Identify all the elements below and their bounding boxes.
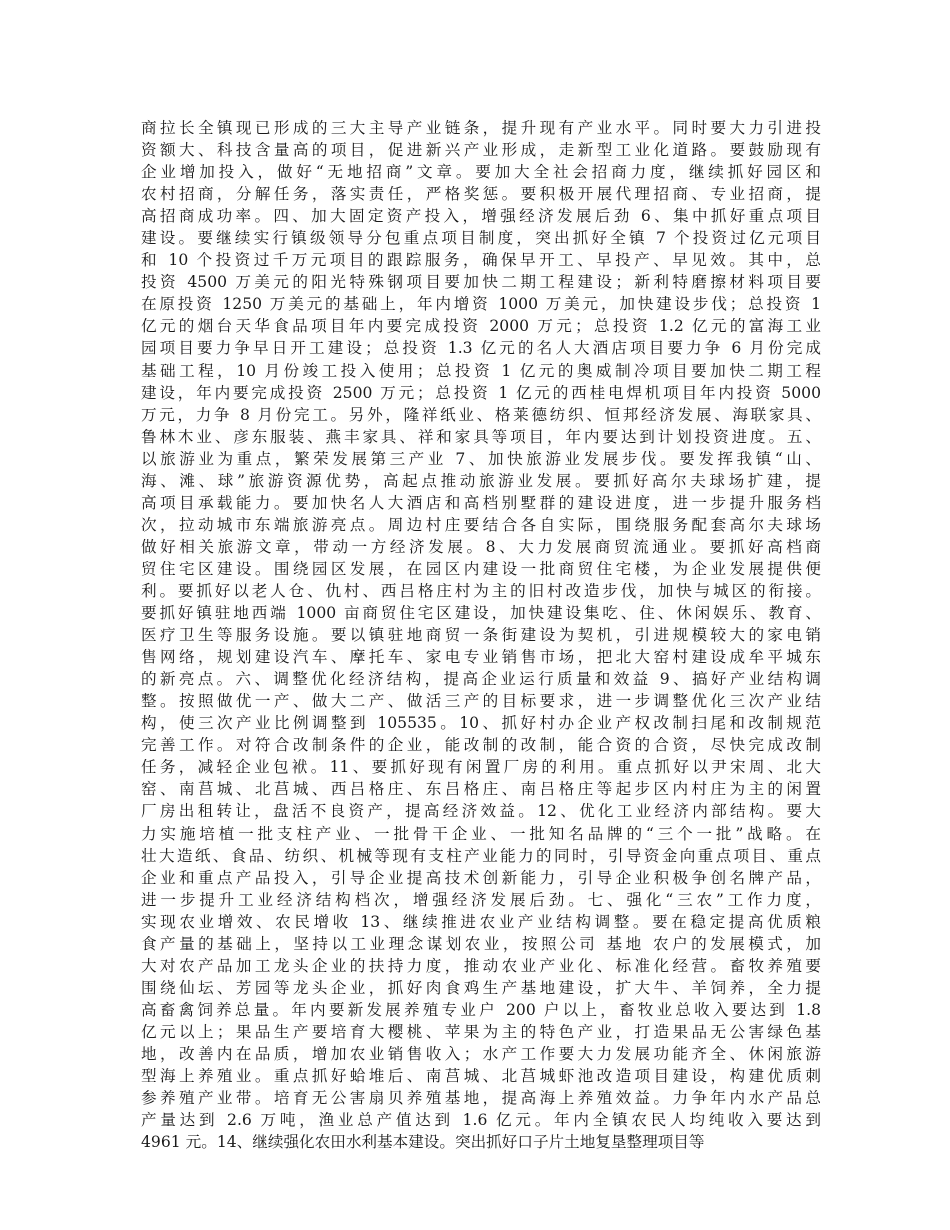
text-line: 亿元以上；果品生产要培育大樱桃、苹果为主的特色产业，打造果品无公害绿色基 [141, 1022, 821, 1041]
text-line: 投资 4500 万美元的阳光特殊钢项目要加快二期工程建设；新利特磨擦材料项目要 [141, 273, 821, 292]
text-line: 高招商成功率。四、加大固定资产投入，增强经济发展后劲 6、集中抓好重点项目 [141, 207, 821, 226]
text-line: 4961 元。14、继续强化农田水利基本建设。突出抓好口子片土地复垦整理项目等 [141, 1133, 705, 1152]
text-line: 企业和重点产品投入，引导企业提高技术创新能力，引导企业积极争创名牌产品， [141, 868, 821, 887]
text-line: 基础工程，10 月份竣工投入使用；总投资 1 亿元的奥威制冷项目要加快二期工程 [141, 361, 821, 380]
text-line: 要抓好镇驻地西端 1000 亩商贸住宅区建设，加快建设集吃、住、休闲娱乐、教育、 [141, 604, 821, 623]
text-line: 海、滩、球”旅游资源优势，高起点推动旅游业发展。要抓好高尔夫球场扩建，提 [141, 471, 821, 490]
text-line: 在原投资 1250 万美元的基础上，年内增资 1000 万美元，加快建设步伐；总投资 1 [141, 295, 821, 314]
text-line: 任务，减轻企业包袱。11、要抓好现有闲置厂房的利用。重点抓好以尹宋周、北大 [141, 758, 821, 777]
text-line: 企业增加投入，做好“无地招商”文章。要加大全社会招商力度，继续抓好园区和 [141, 163, 821, 182]
text-line: 做好相关旅游文章，带动一方经济发展。8、大力发展商贸流通业。要抓好高档商 [141, 537, 821, 556]
text-line: 进一步提升工业经济结构档次，增强经济发展后劲。七、强化“三农”工作力度， [141, 890, 821, 909]
body-text [141, 117, 821, 1153]
text-line: 建设，年内要完成投资 2500 万元；总投资 1 亿元的西桂电焊机项目年内投资 5000 [141, 383, 821, 402]
text-line: 售网络，规划建设汽车、摩托车、家电专业销售市场，把北大窑村建设成牟平城东 [141, 648, 821, 667]
text-line: 力实施培植一批支柱产业、一批骨干企业、一批知名品牌的“三个一批”战略。在 [141, 824, 821, 843]
text-line: 农村招商，分解任务，落实责任，严格奖惩。要积极开展代理招商、专业招商，提 [141, 185, 821, 204]
text-line: 窑、南莒城、北莒城、西吕格庄、东吕格庄、南吕格庄等起步区内村庄为主的闲置 [141, 780, 821, 799]
text-line: 壮大造纸、食品、纺织、机械等现有支柱产业能力的同时，引导资金向重点项目、重点 [141, 846, 821, 865]
text-line: 厂房出租转让，盘活不良资产，提高经济效益。12、优化工业经济内部结构。要大 [141, 802, 821, 821]
text-line: 贸住宅区建设。围绕园区发展，在园区内建设一批商贸住宅楼，为企业发展提供便 [141, 559, 821, 578]
text-line: 次，拉动城市东端旅游亮点。周边村庄要结合各自实际，围绕服务配套高尔夫球场 [141, 515, 821, 534]
text-line: 地，改善内在品质，增加农业销售收入；水产工作要大力发展功能齐全、休闲旅游 [141, 1044, 821, 1063]
text-line: 构，使三次产业比例调整到 105535。10、抓好村办企业产权改制扫尾和改制规范 [141, 714, 821, 733]
text-line: 参养殖产业带。培育无公害扇贝养殖基地，提高海上养殖效益。力争年内水产品总 [141, 1089, 821, 1108]
text-line: 的新亮点。六、调整优化经济结构，提高企业运行质量和效益 9、搞好产业结构调 [141, 670, 821, 689]
text-line: 医疗卫生等服务设施。要以镇驻地商贸一条街建设为契机，引进规模较大的家电销 [141, 626, 821, 645]
text-line: 食产量的基础上，坚持以工业理念谋划农业，按照公司 基地 农户的发展模式，加 [141, 934, 821, 953]
text-line: 园项目要力争早日开工建设；总投资 1.3 亿元的名人大酒店项目要力争 6 月份完成 [141, 339, 821, 358]
text-line: 鲁林木业、彦东服装、燕丰家具、祥和家具等项目，年内要达到计划投资进度。五、 [141, 427, 821, 446]
text-line: 商拉长全镇现已形成的三大主导产业链条，提升现有产业水平。同时要大力引进投 [141, 119, 821, 137]
text-line: 实现农业增效、农民增收 13、继续推进农业产业结构调整。要在稳定提高优质粮 [141, 912, 821, 931]
text-line: 资额大、科技含量高的项目，促进新兴产业形成，走新型工业化道路。要鼓励现有 [141, 141, 821, 160]
text-line: 型海上养殖业。重点抓好蛤堆后、南莒城、北莒城虾池改造项目建设，构建优质刺 [141, 1067, 821, 1086]
text-line: 高项目承载能力。要加快名人大酒店和高档别墅群的建设进度，进一步提升服务档 [141, 493, 821, 512]
text-line: 高畜禽饲养总量。年内要新发展养殖专业户 200 户以上，畜牧业总收入要达到 1.8 [141, 1000, 821, 1019]
text-line: 围绕仙坛、芳园等龙头企业，抓好肉食鸡生产基地建设，扩大牛、羊饲养，全力提 [141, 978, 821, 997]
text-line: 完善工作。对符合改制条件的企业，能改制的改制，能合资的合资，尽快完成改制 [141, 736, 821, 755]
text-line: 和 10 个投资过千万元项目的跟踪服务，确保早开工、早投产、早见效。其中，总 [141, 251, 821, 270]
text-line: 利。要抓好以老人仓、仇村、西吕格庄村为主的旧村改造步伐，加快与城区的衔接。 [141, 581, 821, 600]
text-line: 万元，力争 8 月份完工。另外，隆祥纸业、格莱德纺织、恒邦经济发展、海联家具、 [141, 405, 821, 424]
text-line: 以旅游业为重点，繁荣发展第三产业 7、加快旅游业发展步伐。要发挥我镇“山、 [141, 449, 821, 468]
text-line: 建设。要继续实行镇级领导分包重点项目制度，突出抓好全镇 7 个投资过亿元项目 [141, 229, 821, 248]
text-line: 产量达到 2.6 万吨，渔业总产值达到 1.6 亿元。年内全镇农民人均纯收入要达到 [141, 1111, 821, 1130]
text-line: 整。按照做优一产、做大二产、做活三产的目标要求，进一步调整优化三次产业结 [141, 692, 821, 711]
text-line: 亿元的烟台天华食品项目年内要完成投资 2000 万元；总投资 1.2 亿元的富海工业 [141, 317, 821, 336]
text-line: 大对农产品加工龙头企业的扶持力度，推动农业产业化、标准化经营。畜牧养殖要 [141, 956, 821, 975]
